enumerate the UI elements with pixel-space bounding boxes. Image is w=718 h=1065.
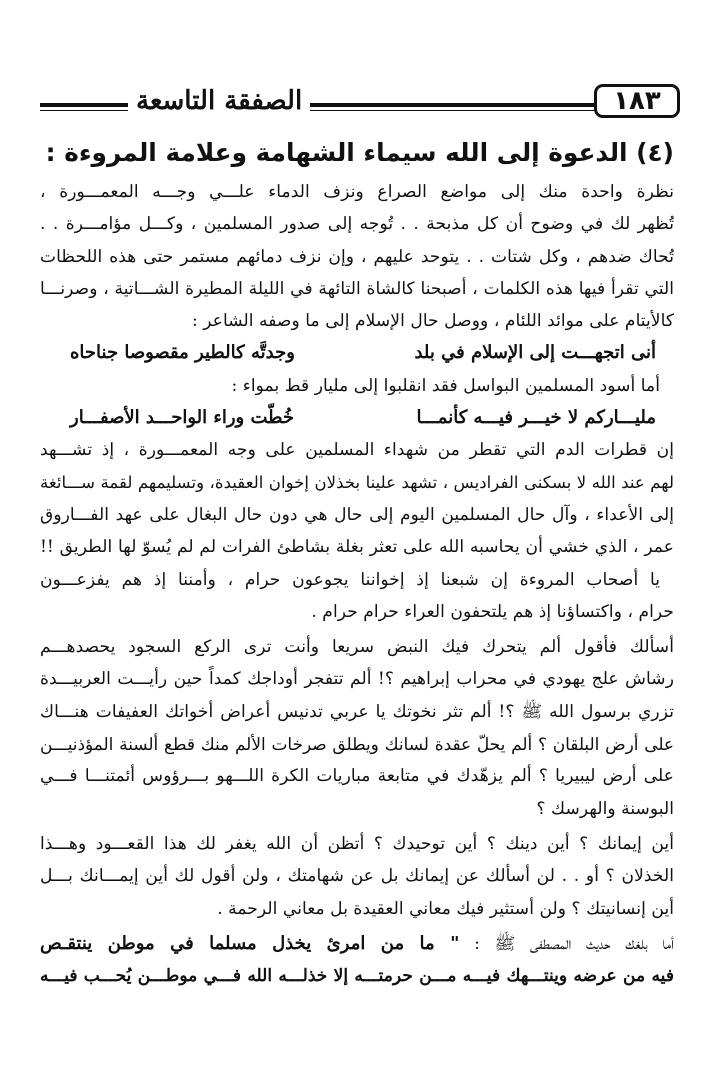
paragraph-line: عمر ، الذي خشي أن يحاسبه الله على تعثر بغلة بشاطئ الفرات لم لم يُسوّ لها الطريق !!	[40, 537, 674, 558]
paragraph-line: إن قطرات الدم التي تقطر من شهداء المسلمين على وجه المعمـــورة ، إذ تشـــهد	[40, 440, 674, 461]
poetry-verse	[40, 337, 674, 369]
paragraph-line: أسألك فأقول ألم يتحرك فيك النبض سريعا وأنت ترى الركع السجود يحصدهـــم	[40, 637, 674, 658]
paragraph-line: تزري برسول الله ﷺ ؟! ألم تثر نخوتك يا عربي تدنيس أعراض أخواتك العفيفات هنـــاك	[40, 701, 674, 722]
page-number: ١٨٣	[594, 84, 680, 118]
paragraph-line: حرام ، واكتساؤنا إذ هم يلتحفون العراء حرام حرام .	[311, 601, 674, 622]
paragraph-line: أين إيمانك ؟ أين دينك ؟ أين توحيدك ؟ أتظن أن الله يغفر لك هذا القعـــود وهـــذا	[40, 833, 674, 854]
hadith-intro: أما بلغك حديث المصطفى ﷺ :	[459, 933, 674, 954]
paragraph-line: التي تقرأ فيها هذه الكلمات ، أصبحنا كالشاة التائهة في الليلة المطيرة الشـــاتية ، وصرنـــا	[40, 278, 674, 299]
hadith-line: فيه من عرضه وينتـــهك فيـــه مـــن حرمتـــه إلا خذلـــه الله فـــي موطـــن يُحـــب فيـــه	[40, 966, 674, 987]
paragraph-line: إلى الأعداء ، وآل حال المسلمين اليوم إلى حال هي دون حال البغال على عهد الفـــاروق	[40, 504, 674, 525]
paragraph-line: رشاش علج يهودي في محراب إبراهيم ؟! ألم تتفجر أوداجك كمداً حين رأيـــت العربيـــدة	[40, 669, 674, 690]
verse-first-hemistich: مليـــاركم لا خيـــر فيـــه كأنمـــا	[416, 407, 656, 429]
verse-second-hemistich: وجدتَّه كالطير مقصوصا جناحاه	[70, 342, 295, 364]
hadith-quote: " ما من امرئ يخذل مسلما في موطن ينتقـص	[40, 932, 460, 954]
hadith-line	[40, 928, 674, 960]
paragraph-line: كالأيتام على موائد اللئام ، ووصل حال الإسلام إلى ما وصفه الشاعر :	[191, 311, 674, 332]
running-title: الصفقة التاسعة	[128, 84, 310, 118]
paragraph-line: على أرض ليبيريا ؟ ألم يزهّدك في متابعة مباريات الكرة اللـــهو بـــرؤوس أئمتنـــا فـــي	[40, 766, 674, 787]
paragraph-line: أين إنسانيتك ؟ ولن أستثير فيك معاني العقيدة بل معاني الرحمة .	[217, 898, 674, 919]
poetry-verse	[40, 402, 674, 434]
section-heading: (٤) الدعوة إلى الله سيماء الشهامة وعلامة المروءة :	[45, 138, 674, 167]
paragraph-line: تُظهر لك في وضوح أن كل مذبحة . . تُوجه إلى صدور المسلمين ، وكـــل مؤامـــرة . .	[40, 214, 674, 235]
paragraph-line: الخذلان ؟ أو . . لن أسألك عن إيمانك بل عن شهامتك ، ولن أقول لك أين إيمـــانك بـــل	[40, 866, 674, 887]
paragraph-line: يا أصحاب المروءة إن شبعنا إذ إخواننا يجوعون حرام ، وأمننا إذ هم يفزعـــون	[40, 569, 660, 590]
verse-first-hemistich: أنى اتجهـــت إلى الإسلام في بلد	[414, 342, 656, 364]
paragraph-line: البوسنة والهرسك ؟	[536, 798, 674, 819]
running-header	[40, 82, 680, 122]
paragraph-line: أما أسود المسلمين البواسل فقد انقلبوا إلى مليار قط بمواء :	[231, 375, 660, 396]
body-text	[40, 176, 674, 992]
paragraph-line: لهم عند الله لا بسكنى الفراديس ، تشهد علينا بخذلان إخوان العقيدة، وتسليمهم لقمة ســـائغة	[40, 472, 674, 492]
paragraph-line: نظرة واحدة منك إلى مواضع الصراع ونزف الدماء علـــي وجـــه المعمـــورة ،	[40, 182, 674, 202]
paragraph-line: على أرض البلقان ؟ ألم يحلّ عقدة لسانك ويطلق صرخات الألم منك قطع ألسنة المؤذنيـــن	[40, 734, 674, 755]
verse-second-hemistich: خُطّت وراء الواحـــد الأصفـــار	[70, 407, 295, 429]
paragraph-line: تُحاك ضدهم ، وكل شتات . . يتوحد عليهم ، وإن نزف دمائهم مستمر حتى هذه اللحظات	[40, 246, 674, 267]
